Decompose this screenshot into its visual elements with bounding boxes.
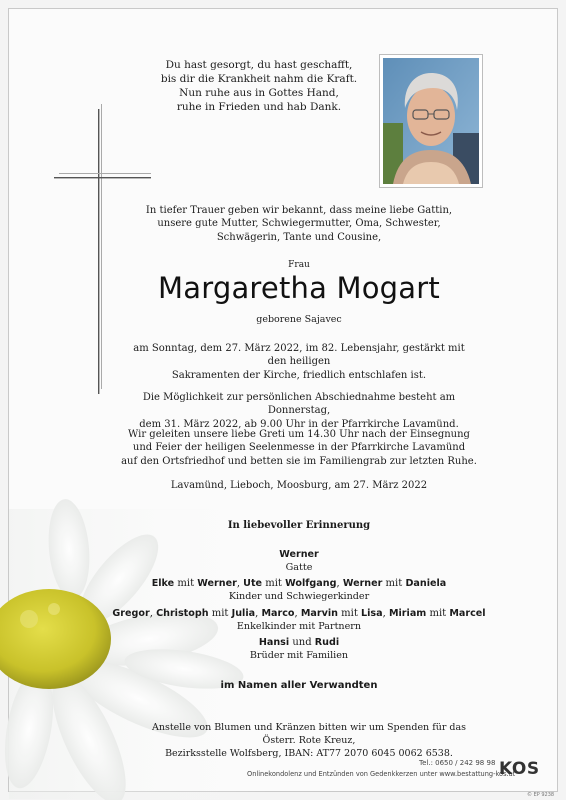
text-line: auf den Ortsfriedhof und betten sie im Familiengrab zur letzten Ruhe. xyxy=(121,455,477,467)
connector: mit xyxy=(337,608,362,619)
family-name: Marco xyxy=(261,608,295,619)
family-spouse xyxy=(119,548,479,575)
maiden-name: geborene Sajavec xyxy=(256,314,342,325)
salutation: Frau xyxy=(288,260,310,270)
connector: und xyxy=(289,637,315,648)
footer-phone: Tel.: 0650 / 242 98 98 xyxy=(419,759,496,767)
portrait-photo xyxy=(380,55,482,187)
connector: , xyxy=(149,608,157,619)
connector: , xyxy=(382,608,389,619)
family-relatives xyxy=(119,679,479,692)
donation-request xyxy=(139,721,479,760)
connector: , xyxy=(294,608,301,619)
text-line: Bezirksstelle Wolfsberg, IBAN: AT77 2070 6045 0062 6538. xyxy=(165,748,453,759)
connector: mit xyxy=(262,578,286,589)
footer-code: © EP 9238 xyxy=(527,792,555,798)
family-name: Julia xyxy=(231,608,256,619)
poem-line: Du hast gesorgt, du hast geschafft, xyxy=(165,59,353,71)
farewell-info xyxy=(129,391,469,431)
family-relation: Gatte xyxy=(285,562,313,574)
family-name: Daniela xyxy=(405,578,447,589)
text-line: dem 31. März 2022, ab 9.00 Uhr in der Pfarrkirche Lavamünd. xyxy=(139,418,459,430)
family-name: Rudi xyxy=(314,637,340,648)
family-name: Hansi xyxy=(258,637,290,648)
family-relation: Kinder und Schwiegerkinder xyxy=(228,591,370,603)
family-children xyxy=(119,577,479,604)
text-line: am Sonntag, dem 27. März 2022, im 82. Lebensjahr, gestärkt mit den heiligen xyxy=(133,343,465,368)
family-name: Miriam xyxy=(388,608,427,619)
death-notice xyxy=(129,342,469,382)
funeral-service-info xyxy=(114,428,484,468)
text-line: Wir geleiten unsere liebe Greti um 14.30 Uhr nach der Einsegnung xyxy=(128,429,470,440)
family-name: Werner xyxy=(279,549,319,560)
text-line: Anstelle von Blumen und Kränzen bitten wir um Spenden für das Österr. Rote Kreuz, xyxy=(151,722,467,746)
text-line: Die Möglichkeit zur persönlichen Abschiednahme besteht am Donnerstag, xyxy=(142,392,456,417)
family-name: Ute xyxy=(243,578,263,589)
text-line: In tiefer Trauer geben wir bekannt, dass meine liebe Gattin, xyxy=(145,205,453,216)
family-siblings xyxy=(119,636,479,663)
family-name: Elke xyxy=(151,578,175,589)
text-line: Sakramenten der Kirche, friedlich entschlafen ist. xyxy=(171,369,427,381)
family-relation: Enkelkinder mit Partnern xyxy=(236,621,362,633)
family-name: Marcel xyxy=(449,608,486,619)
kos-logo xyxy=(499,759,540,779)
relatives-text: im Namen aller Verwandten xyxy=(220,680,378,691)
announcement-intro xyxy=(129,204,469,244)
memory-heading: In liebevoller Erinnerung xyxy=(227,520,371,531)
text-line: Schwägerin, Tante und Cousine, xyxy=(216,231,382,243)
place-date: Lavamünd, Lieboch, Moosburg, am 27. März 2022 xyxy=(170,480,428,491)
connector: , xyxy=(255,608,262,619)
family-name: Christoph xyxy=(156,608,209,619)
poem-line: Nun ruhe aus in Gottes Hand, xyxy=(179,87,339,99)
family-name: Lisa xyxy=(361,608,383,619)
footer-online-condolence: Onlinekondolenz und Entzünden von Gedenkkerzen unter www.bestattung-kos.at xyxy=(247,770,516,778)
page-frame xyxy=(8,8,558,798)
connector: mit xyxy=(174,578,198,589)
family-relation: Brüder mit Familien xyxy=(249,650,349,662)
deceased-name: Margaretha Mogart xyxy=(158,271,440,305)
connector: , xyxy=(236,578,244,589)
text-line: und Feier der heiligen Seelenmesse in der Pfarrkirche Lavamünd xyxy=(132,442,466,454)
family-name: Werner xyxy=(342,578,383,589)
family-name: Wolfgang xyxy=(285,578,337,589)
family-grandchildren xyxy=(109,607,489,634)
logo-text: KOS xyxy=(499,759,540,779)
poem-line: bis dir die Krankheit nahm die Kraft. xyxy=(160,73,358,85)
connector: mit xyxy=(426,608,450,619)
connector: mit xyxy=(208,608,232,619)
family-name: Marvin xyxy=(300,608,338,619)
family-name: Werner xyxy=(197,578,237,589)
connector: mit xyxy=(382,578,406,589)
poem-line: ruhe in Frieden und hab Dank. xyxy=(176,101,342,113)
family-name: Gregor xyxy=(112,608,150,619)
text-line: unsere gute Mutter, Schwiegermutter, Oma, Schwester, xyxy=(157,218,441,230)
poem xyxy=(159,58,359,114)
connector: , xyxy=(336,578,343,589)
